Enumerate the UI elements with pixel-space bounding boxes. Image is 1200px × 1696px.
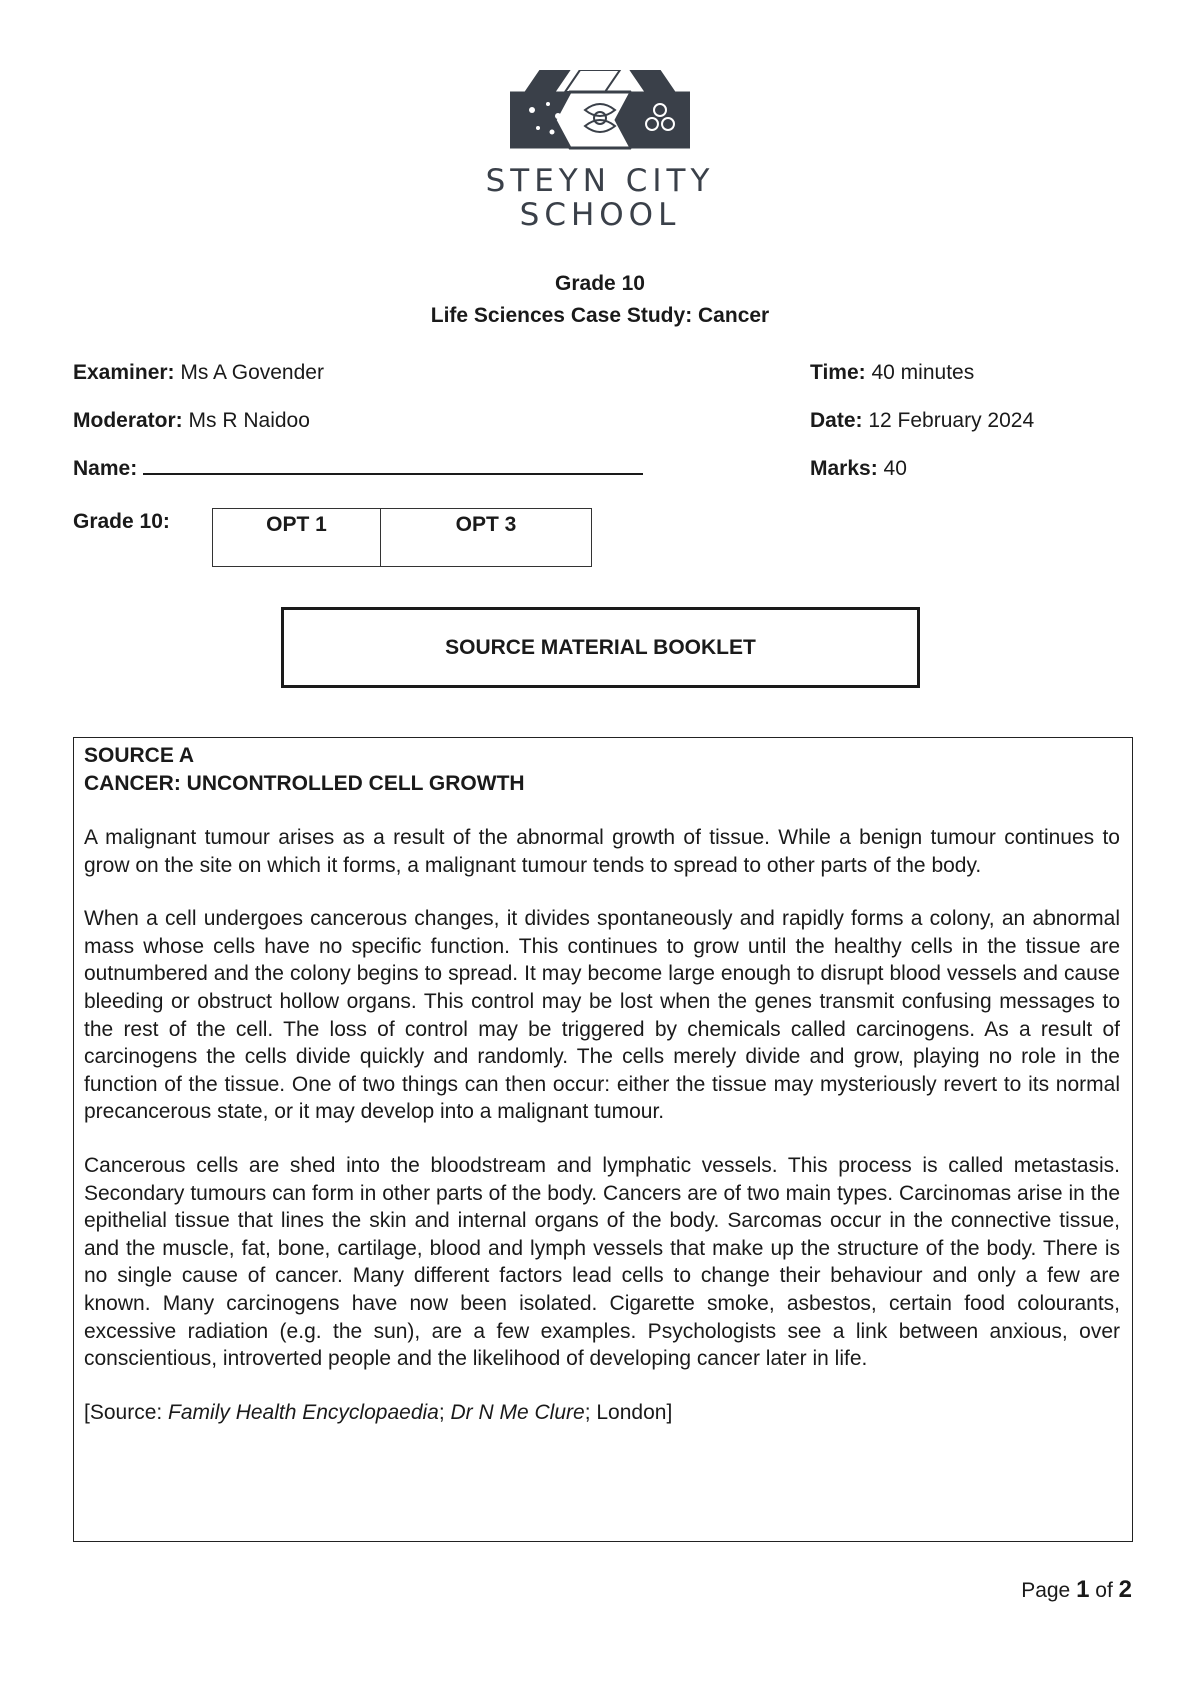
of-word: of: [1095, 1579, 1113, 1602]
time-value: 40 minutes: [871, 361, 975, 384]
source-citation: [84, 1399, 1120, 1427]
source-heading: CANCER: UNCONTROLLED CELL GROWTH: [84, 772, 525, 795]
source-paragraph-1: A malignant tumour arises as a result of the abnormal growth of tissue. While a benign tumour continues to grow on the site on which it forms, a malignant tumour tends to spread to other parts of the body.: [84, 826, 1120, 877]
school-logo: [470, 70, 730, 232]
option-cell-2[interactable]: OPT 3: [381, 509, 592, 567]
booklet-title-box: [281, 607, 920, 688]
examiner-row: [73, 361, 324, 385]
citation-book: Family Health Encyclopaedia: [168, 1400, 439, 1424]
marks-label: Marks:: [810, 457, 878, 480]
source-a-box: [73, 737, 1133, 1542]
moderator-value: Ms R Naidoo: [188, 409, 310, 432]
citation-author: Dr N Me Clure: [450, 1400, 585, 1424]
name-row: [73, 457, 643, 481]
options-row: [213, 509, 592, 567]
page-number: [1021, 1576, 1132, 1604]
page-total: 2: [1118, 1576, 1132, 1603]
option-cell-1[interactable]: OPT 1: [213, 509, 381, 567]
marks-value: 40: [883, 457, 907, 480]
page-word: Page: [1021, 1579, 1071, 1602]
name-fill-line[interactable]: [143, 457, 643, 475]
grade-heading: Grade 10: [555, 272, 645, 295]
moderator-label: Moderator:: [73, 409, 183, 432]
citation-prefix: [Source:: [84, 1400, 169, 1424]
grade-label: Grade 10:: [73, 510, 170, 533]
citation-sep: ;: [438, 1400, 451, 1424]
date-row: [810, 409, 1034, 433]
citation-suffix: ; London]: [584, 1400, 673, 1424]
document-titles: [0, 268, 1200, 332]
source-paragraph-3: Cancerous cells are shed into the bloodstream and lymphatic vessels. This process is called metastasis. Secondary tumours can form in other parts of the body. Cancers are of two main types. Carcinomas arise in the epithelial tissue that lines the skin and internal organs of the body. Sarcomas occur in the connective tissue, and the muscle, fat, bone, cartilage, blood and lymph vessels that make up the structure of the body. There is no single cause of cancer. Many different factors lead cells to change their behaviour and only a few are known. Many carcinogens have now been isolated. Cigarette smoke, asbestos, certain food colourants, excessive radiation (e.g. the sun), are a few examples. Psychologists see a link between anxious, over conscientious, introverted people and the likelihood of developing cancer later in life.: [84, 1153, 1120, 1371]
examiner-value: Ms A Govender: [180, 361, 324, 384]
grade-row: [73, 510, 170, 534]
booklet-title: SOURCE MATERIAL BOOKLET: [445, 635, 756, 659]
school-crest-icon: [510, 70, 690, 156]
page-title: Life Sciences Case Study: Cancer: [430, 304, 770, 327]
date-value: 12 February 2024: [868, 409, 1035, 432]
time-row: [810, 361, 974, 385]
source-paragraph-2: When a cell undergoes cancerous changes, it divides spontaneously and rapidly forms a colony, an abnormal mass whose cells have no specific function. This continues to grow until the healthy cells in the tissue are outnumbered and the colony begins to spread. It may become large enough to disrupt blood vessels and cause bleeding or obstruct hollow organs. This control may be lost when the genes transmit confusing messages to the rest of the cell. The loss of control may be triggered by chemicals called carcinogens. As a result of carcinogens the cells divide quickly and randomly. The cells merely divide and grow, playing no role in the function of the tissue. One of two things can then occur: either the tissue may mysteriously revert to its normal precancerous state, or it may develop into a malignant tumour.: [84, 907, 1120, 1124]
source-label: SOURCE A: [84, 744, 195, 767]
school-name-line2: SCHOOL: [519, 197, 681, 233]
class-options-table: [212, 508, 592, 567]
examiner-label: Examiner:: [73, 361, 175, 384]
time-label: Time:: [810, 361, 866, 384]
moderator-row: [73, 409, 310, 433]
marks-row: [810, 457, 907, 481]
school-name: [470, 164, 730, 232]
school-name-line1: STEYN CITY: [485, 163, 715, 199]
date-label: Date:: [810, 409, 863, 432]
name-label: Name:: [73, 457, 138, 480]
page-current: 1: [1076, 1576, 1090, 1603]
